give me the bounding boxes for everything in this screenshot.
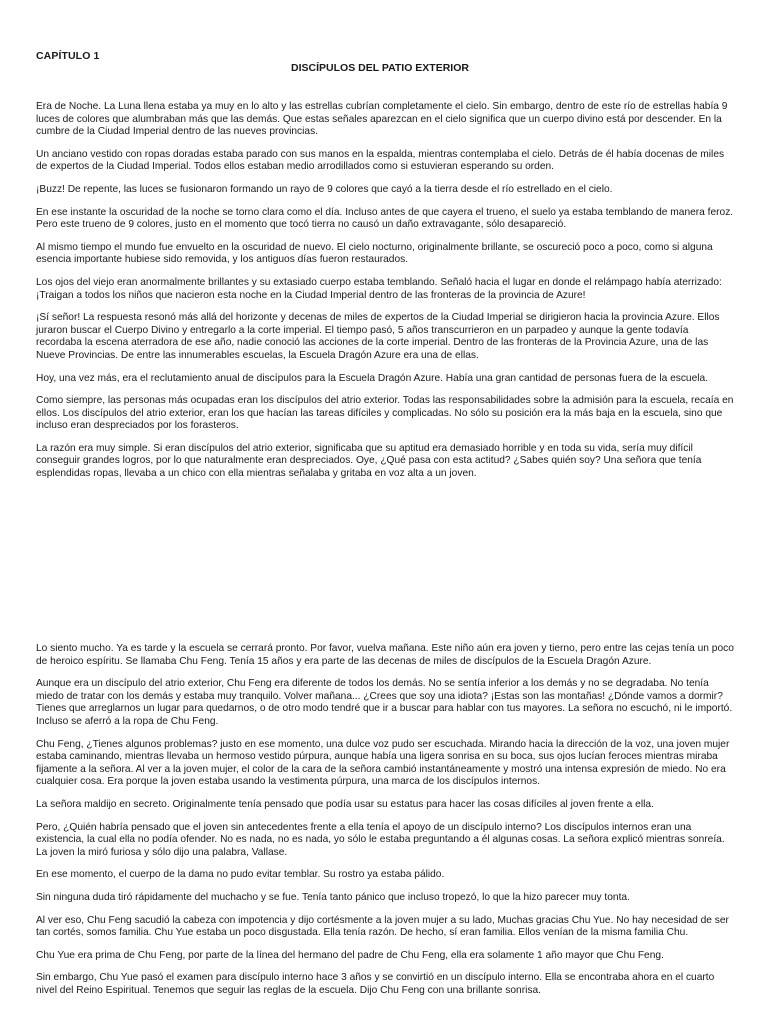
chapter-label: CAPÍTULO 1 <box>36 50 100 62</box>
paragraph: ¡Buzz! De repente, las luces se fusionaron formando un rayo de 9 colores que cayó a la tierra desde el río estrellado en el cielo. <box>36 183 613 195</box>
chapter-title: DISCÍPULOS DEL PATIO EXTERIOR <box>291 62 469 74</box>
paragraph: Era de Noche. La Luna llena estaba ya muy en lo alto y las estrellas cubrían completamente el cielo. Sin embargo, dentro de este río de estrellas había 9 luces de colores que alumbraban más que las demás. Que estas señales aparezcan en el cielo significa que un cuerpo divino está por descender. En la cumbre de la Ciudad Imperial dentro de las nueves provincias. <box>36 101 728 138</box>
paragraph: Como siempre, las personas más ocupadas eran los discípulos del atrio exterior. Todas las responsabilidades sobre la admisión para la escuela, recaía en ellos. Los discípulos del atrio exterior, eran los que hacían las tareas difíciles y complicadas. No sólo su posición era la más baja en la escuela, sino que incluso eran despreciados por los forasteros. <box>36 395 734 432</box>
paragraph: En ese instante la oscuridad de la noche se torno clara como el día. Incluso antes de que cayera el trueno, el suelo ya estaba temblando de manera feroz. Pero este trueno de 9 colores, justo en el momento que tocó tierra no causó un daño extravagante, sólo desapareció. <box>36 206 734 231</box>
paragraph: Sin embargo, Chu Yue pasó el examen para discípulo interno hace 3 años y se convirtió en un discípulo interno. Ella se encontraba ahora en el cuarto nivel del Reino Espiritual. Tenemos que seguir las reglas de la escuela. Dijo Chu Feng con una brillante sonrisa. <box>36 972 715 996</box>
paragraph: La razón era muy simple. Si eran discípulos del atrio exterior, significaba que su aptitud era demasiado horrible y en toda su vida, sería muy difícil conseguir grandes logros, por lo que naturalmente eran despreciados. Oye, ¿Qué pasa con esta actitud? ¿Sabes quién soy? Una señora que tenía esplendidas ropas, llevaba a un chico con ella mientras señalaba y gritaba en voz alta a un joven. <box>36 442 702 480</box>
paragraph: Pero, ¿Quién habría pensado que el joven sin antecedentes frente a ella tenía el apoyo de un discípulo interno? Los discípulos internos eran una existencia, la cual ella no podía ofender. No es nada, no es nada, yo sólo le estaba preguntando a él algunas cosas. La señora explicó mientras sonreía. La joven la miró furiosa y sólo dijo una palabra, Vallase. <box>36 821 725 858</box>
paragraph: Lo siento mucho. Ya es tarde y la escuela se cerrará pronto. Por favor, vuelva mañana. Este niño aún era joven y tierno, pero entre las cejas tenía un poco de heroico espíritu. Se llamaba Chu Feng. Tenía 15 años y era parte de las decenas de miles de discípulos de la Escuela Dragón Azure. <box>36 643 734 667</box>
paragraph: Un anciano vestido con ropas doradas estaba parado con sus manos en la espalda, mientras contemplaba el cielo. Detrás de él había docenas de miles de expertos de la Ciudad Imperial. Todos ellos estaban medio arrodillados como si estuvieran esperando su orden. <box>36 148 725 173</box>
paragraph: En ese momento, el cuerpo de la dama no pudo evitar temblar. Su rostro ya estaba pálido. <box>36 869 445 881</box>
paragraph: Sin ninguna duda tiró rápidamente del muchacho y se fue. Tenía tanto pánico que incluso tropezó, lo que la hizo parecer muy tonta. <box>36 891 630 903</box>
paragraph: Aunque era un discípulo del atrio exterior, Chu Feng era diferente de todos los demás. No se sentía inferior a los demás y no se degradaba. No tenía miedo de tratar con los demás y estaba muy tranquilo. Volver mañana... ¿Crees que soy una idiota? ¡Estas son las montañas! ¿Dónde vamos a dormir? Tienes que arreglarnos un lugar para quedarnos, o de otro modo tendré que ir a buscar para hablar con tus mayores. La señora no escuchó, ni le importó. Incluso se aferró a la ropa de Chu Feng. <box>36 678 733 727</box>
paragraph: Hoy, una vez más, era el reclutamiento anual de discípulos para la Escuela Dragón Azure. Había una gran cantidad de personas fuera de la escuela. <box>36 372 709 384</box>
paragraph: Chu Yue era prima de Chu Feng, por parte de la línea del hermano del padre de Chu Feng, ella era solamente 1 año mayor que Chu Feng. <box>36 949 664 961</box>
text-block-bottom <box>36 643 736 1007</box>
paragraph: Al mismo tiempo el mundo fue envuelto en la oscuridad de nuevo. El cielo nocturno, originalmente brillante, se oscureció poco a poco, como si alguna esencia importante hubiese sido removida, y los antiguos días fueron restaurados. <box>36 241 713 266</box>
paragraph: ¡Sí señor! La respuesta resonó más allá del horizonte y decenas de miles de expertos de la Ciudad Imperial se dirigieron hacia la provincia Azure. Ellos juraron buscar el Cuerpo Divino y entregarlo a la corte imperial. El tiempo pasó, 5 años transcurrieron en un parpadeo y aunque la gente todavía recordaba la escena aterradora de ese año, nadie conoció las acciones de la corte imperial. Dentro de las fronteras de la Provincia Azure, una de las Nueve Provincias. De entre las innumerables escuelas, la Escuela Dragón Azure era una de ellas. <box>36 312 720 361</box>
paragraph: Los ojos del viejo eran anormalmente brillantes y su extasiado cuerpo estaba temblando. Señaló hacia el lugar en donde el relámpago había aterrizado: ¡Traigan a todos los niños que nacieron esta noche en la Ciudad Imperial dentro de las fronteras de la provincia de Azure! <box>36 276 722 301</box>
paragraph: Chu Feng, ¿Tienes algunos problemas? justo en ese momento, una dulce voz pudo ser escuchada. Mirando hacia la dirección de la voz, una joven mujer estaba caminando, mientras llevaba un hermoso vestido púrpura, aunque había una ligera sonrisa en su boca, sus ojos lucían feroces mientras miraba fijamente a la señora. Al ver a la joven mujer, el color de la cara de la señora cambió instantáneamente y mostró una intensa expresión de miedo. No era cualquier cosa. Era porque la joven estaba usando la vestimenta púrpura, una marca de los discípulos internos. <box>36 738 730 788</box>
paragraph: Al ver eso, Chu Feng sacudió la cabeza con impotencia y dijo cortésmente a la joven mujer a su lado, Muchas gracias Chu Yue. No hay necesidad de ser tan cortés, somos familia. Chu Yue estaba un poco disgustada. Ella tenía razón. De hecho, sí eran familia. Ellos venían de la misma familia Chu. <box>36 914 729 939</box>
text-block-top <box>36 101 736 491</box>
paragraph: La señora maldijo en secreto. Originalmente tenía pensado que podía usar su estatus para hacer las cosas difíciles al joven frente a ella. <box>36 798 654 810</box>
